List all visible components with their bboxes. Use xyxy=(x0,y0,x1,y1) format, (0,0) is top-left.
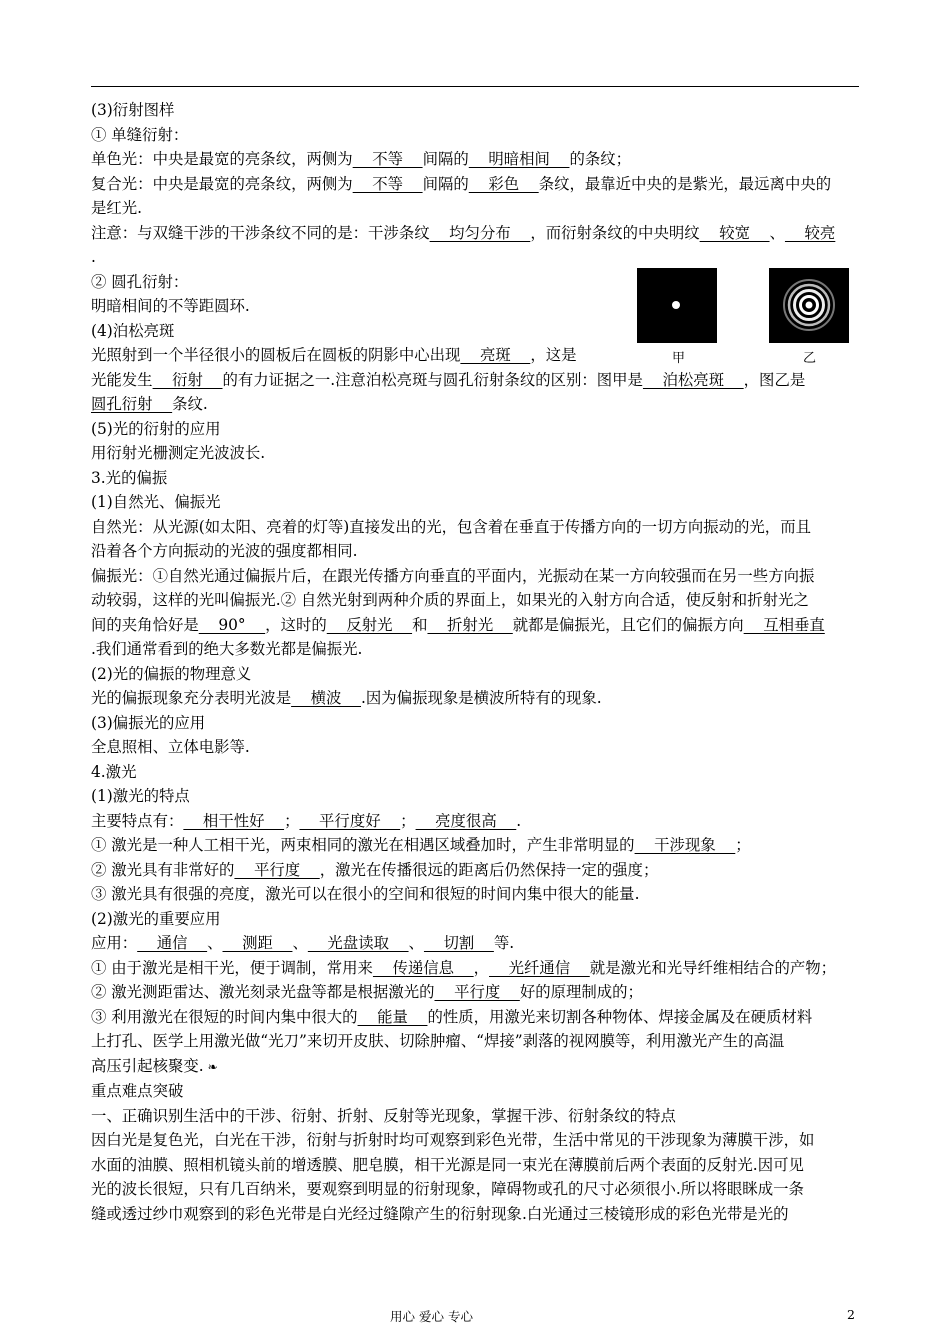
text-segment: (2)光的偏振的物理意义 xyxy=(91,664,252,683)
text-segment: ① 由于激光是相干光，便于调制，常用来 xyxy=(91,958,373,977)
text-segment: (1)自然光、偏振光 xyxy=(91,493,221,511)
text-segment: 的有力证据之一.注意泊松亮斑与圆孔衍射条纹的区别：图甲是 xyxy=(222,370,643,389)
text-line xyxy=(91,343,860,368)
figure-jia-poisson-spot xyxy=(637,268,717,343)
text-line xyxy=(91,368,860,393)
fill-in-answer: 折射光 xyxy=(427,615,513,634)
text-line xyxy=(91,833,860,858)
text-segment: 沿着各个方向振动的光波的强度都相同. xyxy=(91,542,358,560)
text-line xyxy=(91,172,860,197)
text-line xyxy=(91,147,860,172)
fill-in-answer: 亮斑 xyxy=(460,346,531,364)
text-line xyxy=(91,441,860,466)
fill-in-answer: 较亮 xyxy=(784,223,836,242)
text-segment: 光能发生 xyxy=(91,370,153,389)
text-segment: 3.光的偏振 xyxy=(91,468,168,487)
text-segment: ，激光在传播很远的距离后仍然保持一定的强度； xyxy=(319,860,659,879)
text-line xyxy=(91,539,860,564)
text-line xyxy=(91,196,860,221)
text-line xyxy=(91,1153,860,1178)
text-segment: 高压引起核聚变. xyxy=(91,1056,204,1075)
text-segment: (4)泊松亮斑 xyxy=(91,321,175,340)
fill-in-answer: 平行度 xyxy=(434,983,520,1001)
fill-in-answer: 90° xyxy=(198,615,266,634)
text-segment: 、 xyxy=(207,934,223,952)
text-segment: (2)激光的重要应用 xyxy=(91,909,221,928)
fill-in-answer: 切割 xyxy=(423,934,494,952)
text-segment: 等. xyxy=(493,934,515,952)
text-line xyxy=(91,1128,860,1153)
text-segment: 条纹，最靠近中央的是紫光，最远离中央的 xyxy=(538,174,832,193)
text-segment: 好的原理制成的； xyxy=(519,983,643,1001)
text-line xyxy=(91,613,860,638)
text-segment: 是红光. xyxy=(91,199,143,217)
text-segment: ③ 激光具有很强的亮度，激光可以在很小的空间和很短的时间内集中很大的能量. xyxy=(91,885,640,903)
text-line xyxy=(91,270,860,295)
figure-label-jia: 甲 xyxy=(672,351,686,366)
fill-in-answer: 相干性好 xyxy=(183,811,285,830)
text-segment: (3)偏振光的应用 xyxy=(91,713,206,732)
text-segment: 间隔的 xyxy=(422,174,469,193)
text-segment: 用衍射光栅测定光波波长. xyxy=(91,444,266,462)
text-line xyxy=(91,1054,860,1080)
text-segment: (3)衍射图样 xyxy=(91,101,175,119)
text-segment: 、 xyxy=(769,223,785,242)
text-segment: ，图乙是 xyxy=(743,370,806,389)
text-segment: .因为偏振现象是横波所特有的现象. xyxy=(361,689,602,707)
text-segment: 因白光是复色光，白光在干涉，衍射与折射时均可观察到彩色光带，生活中常见的干涉现象为薄膜干涉，如 xyxy=(91,1131,815,1149)
fill-in-answer: 亮度很高 xyxy=(415,811,517,830)
text-line xyxy=(91,931,860,956)
header-rule xyxy=(91,86,859,87)
text-line xyxy=(91,294,860,319)
fill-in-answer: 衍射 xyxy=(152,370,223,389)
text-line xyxy=(91,490,860,515)
text-segment: 和 xyxy=(412,615,428,634)
text-line xyxy=(91,564,860,589)
text-line xyxy=(91,319,860,344)
text-segment: 间隔的 xyxy=(422,150,469,168)
text-segment: 复合光：中央是最宽的亮条纹，两侧为 xyxy=(91,174,353,193)
fill-in-answer: 明暗相间 xyxy=(468,150,570,168)
text-segment: ， xyxy=(473,958,490,977)
text-segment: (1)激光的特点 xyxy=(91,787,190,805)
text-line xyxy=(91,637,860,662)
text-segment: 动较弱，这样的光叫偏振光.② 自然光射到两种介质的界面上，如果光的入射方向合适，使反射和折射光之 xyxy=(91,591,809,609)
text-segment: 就都是偏振光，且它们的偏振方向 xyxy=(512,615,744,634)
text-segment: 上打孔、医学上用激光做“光刀”来切开皮肤、切除肿瘤、“焊接”剥落的视网膜等，利用激光产生的高温 xyxy=(91,1032,785,1050)
text-segment: 的性质，用激光来切割各种物体、焊接金属及在硬质材料 xyxy=(427,1007,813,1026)
text-segment: ； xyxy=(735,836,751,854)
text-segment: ② 激光测距雷达、激光刻录光盘等都是根据激光的 xyxy=(91,983,435,1001)
fill-in-answer: 不等 xyxy=(352,174,423,193)
fill-in-answer: 较宽 xyxy=(699,223,770,242)
fill-in-answer: 测距 xyxy=(222,934,293,952)
text-line xyxy=(91,515,860,540)
text-line xyxy=(91,245,860,270)
text-line xyxy=(91,392,860,417)
text-line xyxy=(91,1029,860,1054)
text-segment: 应用： xyxy=(91,934,138,952)
fill-in-answer: 圆孔衍射 xyxy=(91,395,173,413)
text-segment: 重点难点突破 xyxy=(91,1082,184,1100)
text-line xyxy=(91,711,860,736)
text-segment: 的条纹； xyxy=(569,150,632,168)
fill-in-answer: 通信 xyxy=(137,934,208,952)
text-segment: ； xyxy=(400,811,416,830)
text-segment: .我们通常看到的绝大多数光都是偏振光. xyxy=(91,640,363,658)
text-segment: 全息照相、立体电影等. xyxy=(91,738,250,756)
text-line xyxy=(91,417,860,442)
body-text xyxy=(91,98,860,1226)
diffraction-rings xyxy=(769,268,849,343)
text-segment: ，这是 xyxy=(530,346,577,364)
text-segment: 水面的油膜、照相机镜头前的增透膜、肥皂膜，相干光源是同一束光在薄膜前后两个表面的反射光.因可见 xyxy=(91,1155,804,1174)
text-segment: ，而衍射条纹的中央明纹 xyxy=(530,223,700,242)
text-line xyxy=(91,809,860,834)
text-line xyxy=(91,735,860,760)
text-segment: 4.激光 xyxy=(91,762,137,781)
text-segment: ② 激光具有非常好的 xyxy=(91,860,235,879)
fill-in-answer: 光纤通信 xyxy=(489,958,590,977)
text-segment: 缝或透过纱巾观察到的彩色光带是白光经过缝隙产生的衍射现象.白光通过三棱镜形成的彩色光带是光的 xyxy=(91,1204,789,1223)
fill-in-answer: 均匀分布 xyxy=(429,223,531,242)
text-line xyxy=(91,956,860,981)
text-segment: 光的偏振现象充分表明光波是 xyxy=(91,689,292,707)
text-segment: . xyxy=(91,248,96,266)
fill-in-answer: 传递信息 xyxy=(372,958,474,977)
text-segment: ，这时的 xyxy=(265,615,327,634)
fill-in-answer: 干涉现象 xyxy=(634,836,736,854)
text-line xyxy=(91,1177,860,1202)
fill-in-answer: 互相垂直 xyxy=(743,615,825,634)
text-segment: 就是激光和光导纤维相结合的产物； xyxy=(589,958,837,977)
bright-spot xyxy=(672,301,680,309)
text-segment: 单色光：中央是最宽的亮条纹，两侧为 xyxy=(91,150,353,168)
fill-in-answer: 泊松亮斑 xyxy=(642,370,744,389)
text-segment: (5)光的衍射的应用 xyxy=(91,419,221,438)
figure-yi-circular-diffraction xyxy=(769,268,849,343)
text-segment: 明暗相间的不等距圆环. xyxy=(91,297,250,315)
text-line xyxy=(91,221,860,246)
text-segment: 偏振光：①自然光通过偏振片后，在跟光传播方向垂直的平面内，光振动在某一方向较强而在另一些方向振 xyxy=(91,566,815,585)
text-line xyxy=(91,760,860,785)
text-segment: ① 单缝衍射： xyxy=(91,125,189,144)
text-segment: 、 xyxy=(292,934,308,952)
fill-in-answer: 平行度 xyxy=(234,860,320,879)
text-line xyxy=(91,1104,860,1129)
text-line xyxy=(91,686,860,711)
text-line xyxy=(91,1202,860,1227)
text-line xyxy=(91,588,860,613)
decorative-mark-icon: ❧ xyxy=(207,1059,218,1074)
page-number: 2 xyxy=(847,1307,855,1322)
text-line xyxy=(91,907,860,932)
text-segment: 主要特点有： xyxy=(91,811,184,830)
fill-in-answer: 横波 xyxy=(291,689,362,707)
fill-in-answer: 光盘读取 xyxy=(307,934,409,952)
text-line xyxy=(91,98,860,123)
text-segment: 光照射到一个半径很小的圆板后在圆板的阴影中心出现 xyxy=(91,346,461,364)
text-line xyxy=(91,466,860,491)
figure-label-yi: 乙 xyxy=(803,351,817,366)
text-line xyxy=(91,858,860,883)
text-segment: 、 xyxy=(408,934,424,952)
fill-in-answer: 不等 xyxy=(352,150,423,168)
text-line xyxy=(91,662,860,687)
text-line xyxy=(91,1079,860,1104)
text-segment: ② 圆孔衍射： xyxy=(91,272,189,291)
text-segment: ； xyxy=(284,811,300,830)
text-segment: 条纹. xyxy=(172,395,208,413)
text-segment: . xyxy=(516,811,522,830)
text-segment: 一、正确识别生活中的干涉、衍射、折射、反射等光现象，掌握干涉、衍射条纹的特点 xyxy=(91,1106,676,1125)
text-segment: 间的夹角恰好是 xyxy=(91,615,199,634)
text-line xyxy=(91,123,860,148)
fill-in-answer: 能量 xyxy=(357,1007,428,1026)
footer-motto: 用心 爱心 专心 xyxy=(390,1309,473,1324)
text-segment: ③ 利用激光在很短的时间内集中很大的 xyxy=(91,1007,358,1026)
text-segment: ① 激光是一种人工相干光，两束相同的激光在相遇区域叠加时，产生非常明显的 xyxy=(91,836,635,854)
text-line xyxy=(91,980,860,1005)
text-line xyxy=(91,882,860,907)
fill-in-answer: 平行度好 xyxy=(299,811,401,830)
text-segment: 注意：与双缝干涉的干涉条纹不同的是：干涉条纹 xyxy=(91,223,430,242)
fill-in-answer: 反射光 xyxy=(326,615,413,634)
fill-in-answer: 彩色 xyxy=(468,174,539,193)
text-segment: 光的波长很短，只有几百纳米，要观察到明显的衍射现象，障碍物或孔的尺寸必须很小.所以将眼眯成一条 xyxy=(91,1180,804,1198)
text-line xyxy=(91,784,860,809)
text-line xyxy=(91,1005,860,1030)
text-segment: 自然光：从光源(如太阳、亮着的灯等)直接发出的光，包含着在垂直于传播方向的一切方向振动的光，而且 xyxy=(91,517,811,536)
